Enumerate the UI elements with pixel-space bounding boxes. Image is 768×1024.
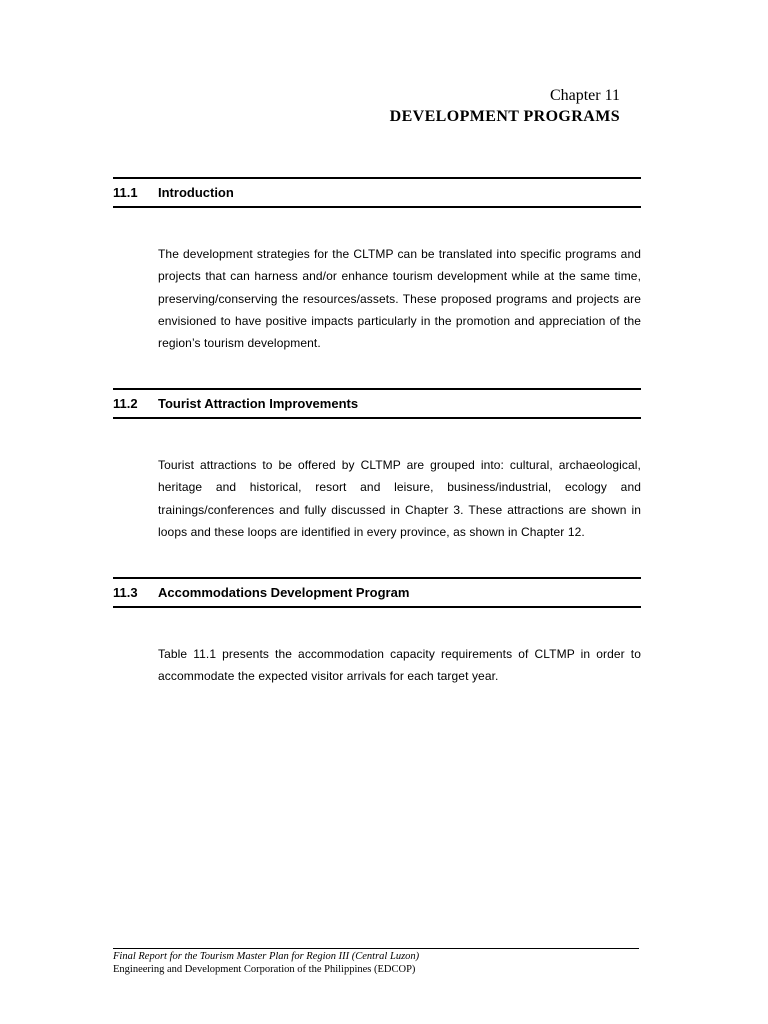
section-title: Tourist Attraction Improvements (158, 396, 359, 411)
section-title: Introduction (158, 185, 234, 200)
footer-divider (113, 948, 639, 949)
section-paragraph-tourist-attractions: Tourist attractions to be offered by CLTMP are grouped into: cultural, archaeological, heritage and historical, resort and leisure, business/industrial, ecology and trainings/conferences and fully discussed in Chapter 3. These attractions are shown in loops and these loops are identified in every province, as shown in Chapter 12. (158, 458, 641, 539)
section-number: 11.3 (113, 585, 138, 600)
section-paragraph-introduction: The development strategies for the CLTMP can be translated into specific programs and projects that can harness and/or enhance tourism development while at the same time, preserving/conserving the resources/assets. These proposed programs and projects are envisioned to have positive impacts particularly in the promotion and appreciation of the region’s tourism development. (158, 247, 641, 351)
chapter-title: DEVELOPMENT PROGRAMS (389, 108, 620, 125)
chapter-heading (390, 86, 620, 127)
section-heading-tourist-attraction-improvements (113, 388, 641, 419)
section-number: 11.1 (113, 185, 138, 200)
section-number: 11.2 (113, 396, 138, 411)
footer-organization: Engineering and Development Corporation of the Philippines (EDCOP) (113, 964, 416, 975)
section-paragraph-accommodations: Table 11.1 presents the accommodation capacity requirements of CLTMP in order to accommodate the expected visitor arrivals for each target year. (158, 647, 641, 684)
section-heading-introduction (113, 177, 641, 208)
section-title: Accommodations Development Program (158, 585, 410, 600)
footer-report-title: Final Report for the Tourism Master Plan for Region III (Central Luzon) (113, 951, 420, 962)
section-heading-accommodations-development-program (113, 577, 641, 608)
chapter-number: Chapter 11 (549, 87, 620, 104)
